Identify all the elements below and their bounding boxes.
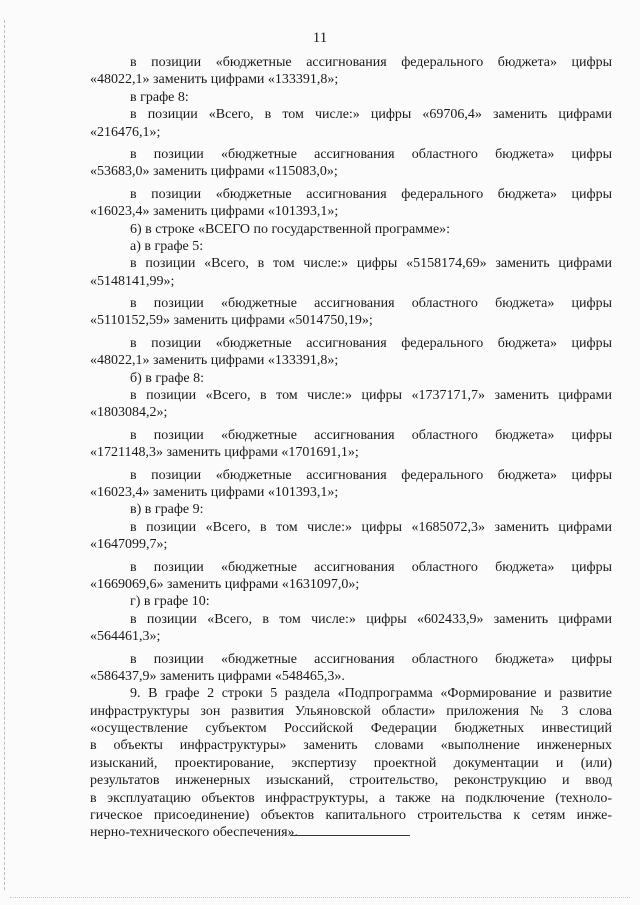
text-line: «1721148,3» заменить цифрами «1701691,1»; bbox=[90, 445, 359, 461]
text-line: а) в графе 5: bbox=[130, 238, 204, 254]
text-line: «564461,3»; bbox=[90, 629, 161, 645]
text-line: 6) в строке «ВСЕГО по государственной программе»: bbox=[130, 221, 451, 237]
document-body bbox=[90, 54, 612, 842]
text-line: в позиции «бюджетные ассигнования областного бюджета» цифры bbox=[130, 651, 612, 667]
text-line: «48022,1» заменить цифрами «133391,8»; bbox=[90, 72, 339, 88]
text-line: в графе 8: bbox=[130, 89, 189, 105]
text-line: в) в графе 9: bbox=[130, 502, 204, 518]
text-line: «1647099,7»; bbox=[90, 537, 168, 553]
text-line: в позиции «бюджетные ассигнования федерального бюджета» цифры bbox=[130, 55, 612, 70]
scan-bottom-edge bbox=[10, 897, 630, 899]
text-line: 9. В графе 2 строки 5 раздела «Подпрограмма «Формирование и развитие bbox=[130, 686, 612, 702]
text-line: в позиции «Всего, в том числе:» цифры «69706,4» заменить цифрами bbox=[130, 107, 612, 123]
text-line: «1803084,2»; bbox=[90, 405, 168, 421]
text-line: гическое присоединение) объектов капитального строительства к сетям инже- bbox=[90, 808, 612, 824]
text-line: «1669069,6» заменить цифрами «1631097,0»; bbox=[90, 576, 360, 592]
text-line: нерно-технического обеспечения». bbox=[90, 825, 299, 841]
text-line: инфраструктуры зон развития Ульяновской области» приложения № 3 слова bbox=[90, 703, 612, 719]
text-line: «216476,1»; bbox=[90, 124, 161, 140]
text-line: в позиции «Всего, в том числе:» цифры «1685072,3» заменить цифрами bbox=[130, 519, 612, 535]
text-line: «53683,0» заменить цифрами «115083,0»; bbox=[90, 164, 338, 180]
text-line: в позиции «бюджетные ассигнования областного бюджета» цифры bbox=[130, 559, 612, 575]
text-line: в позиции «бюджетные ассигнования федерального бюджета» цифры bbox=[130, 467, 612, 483]
text-line: в эксплуатацию объектов инфраструктуры, а также на подключение (техноло- bbox=[90, 790, 612, 806]
text-line: «586437,9» заменить цифрами «548465,3». bbox=[90, 668, 345, 684]
text-line: «16023,4» заменить цифрами «101393,1»; bbox=[90, 484, 339, 500]
end-separator-line bbox=[290, 835, 410, 836]
text-line: «5110152,59» заменить цифрами «5014750,19»; bbox=[90, 313, 373, 329]
text-line: б) в графе 8: bbox=[130, 370, 205, 386]
text-line: в объекты инфраструктуры» заменить словами «выполнение инженерных bbox=[90, 738, 612, 754]
text-line: «48022,1» заменить цифрами «133391,8»; bbox=[90, 353, 339, 369]
text-line: «16023,4» заменить цифрами «101393,1»; bbox=[90, 204, 339, 220]
text-line: «осуществление субъектом Российской Федерации бюджетных инвестиций bbox=[90, 721, 612, 737]
text-line: в позиции «Всего, в том числе:» цифры «5158174,69» заменить цифрами bbox=[130, 256, 612, 272]
text-line: в позиции «бюджетные ассигнования областного бюджета» цифры bbox=[130, 427, 612, 443]
text-line: г) в графе 10: bbox=[130, 594, 210, 610]
page-number: 11 bbox=[312, 30, 328, 46]
text-line: «5148141,99»; bbox=[90, 273, 175, 289]
text-line: в позиции «бюджетные ассигнования федерального бюджета» цифры bbox=[130, 335, 612, 351]
text-line: изысканий, проектирование, экспертизу проектной документации и (или) bbox=[90, 755, 612, 771]
text-line: в позиции «бюджетные ассигнования областного бюджета» цифры bbox=[130, 146, 612, 162]
text-line: результатов инженерных изысканий, строительство, реконструкцию и ввод bbox=[90, 773, 612, 789]
scan-edge-mark bbox=[4, 20, 5, 890]
text-line: в позиции «бюджетные ассигнования областного бюджета» цифры bbox=[130, 296, 612, 312]
text-line: в позиции «Всего, в том числе:» цифры «602433,9» заменить цифрами bbox=[130, 611, 612, 627]
text-line: в позиции «Всего, в том числе:» цифры «1737171,7» заменить цифрами bbox=[130, 388, 612, 404]
text-line: в позиции «бюджетные ассигнования федерального бюджета» цифры bbox=[130, 186, 612, 202]
